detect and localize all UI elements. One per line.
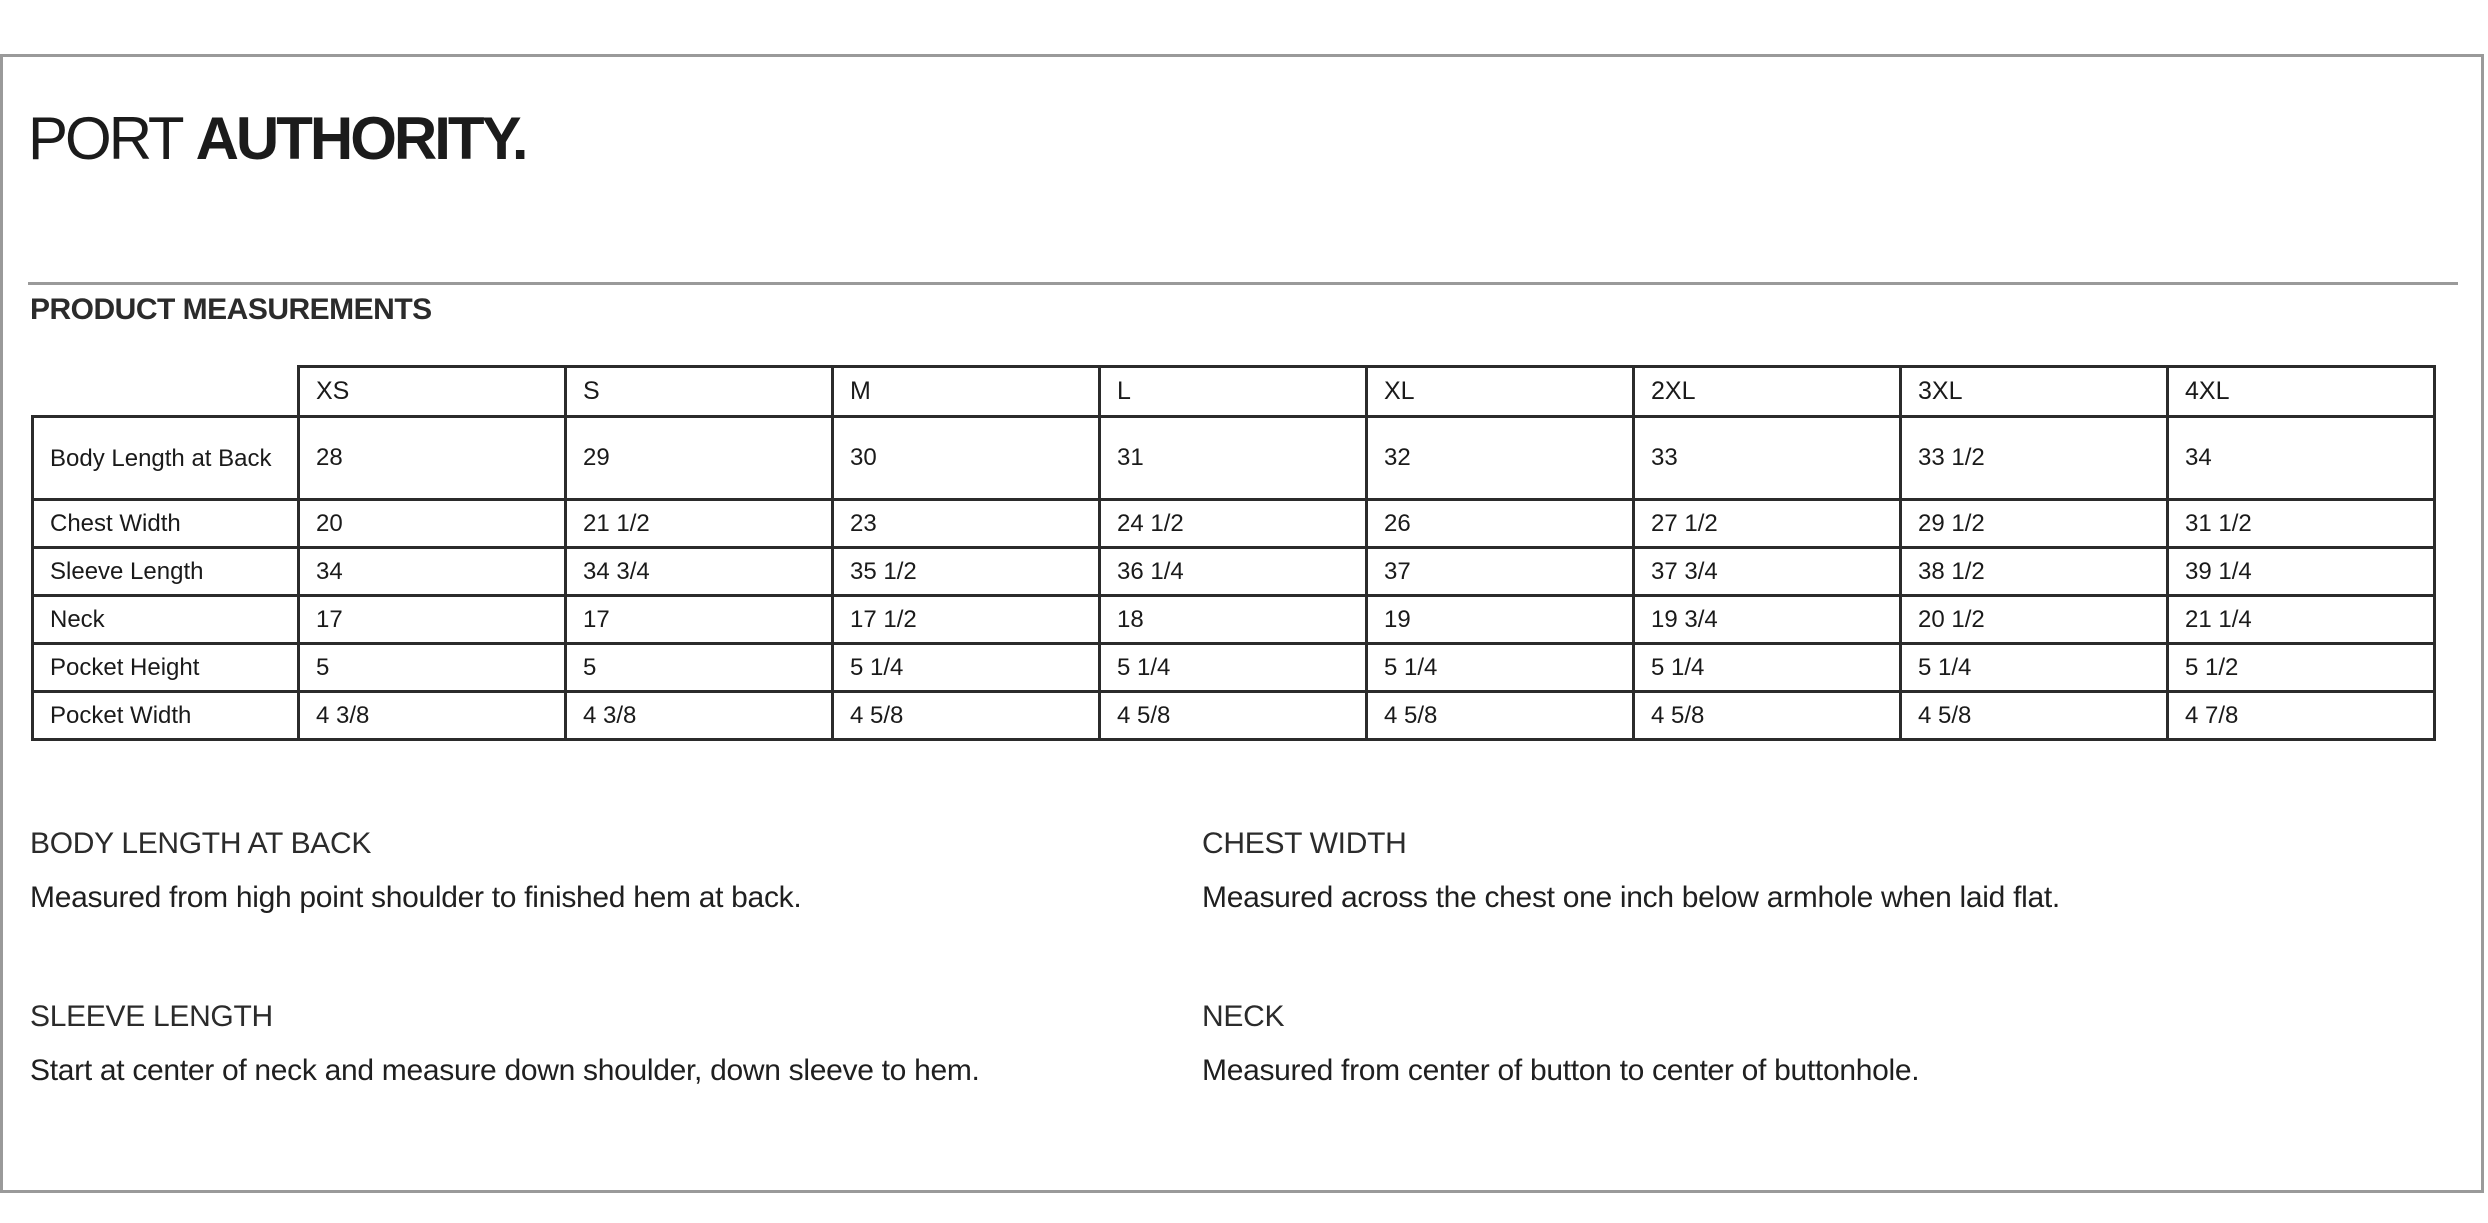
table-cell: 5 1/4 bbox=[833, 644, 1100, 692]
row-label-pocket-width: Pocket Width bbox=[33, 692, 299, 740]
table-cell: 34 bbox=[2168, 417, 2435, 500]
table-cell: 4 5/8 bbox=[1100, 692, 1367, 740]
size-header: L bbox=[1100, 367, 1367, 417]
table-cell: 35 1/2 bbox=[833, 548, 1100, 596]
definition-neck bbox=[1202, 997, 2302, 1091]
table-cell: 19 bbox=[1367, 596, 1634, 644]
table-cell: 19 3/4 bbox=[1634, 596, 1901, 644]
table-cell: 4 5/8 bbox=[1901, 692, 2168, 740]
table-cell: 38 1/2 bbox=[1901, 548, 2168, 596]
table-cell: 4 5/8 bbox=[833, 692, 1100, 740]
table-cell: 18 bbox=[1100, 596, 1367, 644]
definition-chest-width bbox=[1202, 824, 2302, 918]
size-header: 2XL bbox=[1634, 367, 1901, 417]
size-header-row bbox=[33, 367, 2435, 417]
brand-logo bbox=[28, 104, 526, 174]
definition-text: Measured from center of button to center of buttonhole. bbox=[1202, 1054, 1920, 1087]
table-cell: 39 1/4 bbox=[2168, 548, 2435, 596]
table-cell: 30 bbox=[833, 417, 1100, 500]
table-cell: 28 bbox=[299, 417, 566, 500]
table-cell: 37 bbox=[1367, 548, 1634, 596]
table-cell: 4 5/8 bbox=[1367, 692, 1634, 740]
size-header: XS bbox=[299, 367, 566, 417]
table-row bbox=[33, 500, 2435, 548]
table-cell: 4 3/8 bbox=[566, 692, 833, 740]
row-label-body-length: Body Length at Back bbox=[33, 417, 299, 500]
table-cell: 17 1/2 bbox=[833, 596, 1100, 644]
table-cell: 31 1/2 bbox=[2168, 500, 2435, 548]
table-cell: 5 1/4 bbox=[1367, 644, 1634, 692]
table-cell: 5 bbox=[299, 644, 566, 692]
definition-title: BODY LENGTH AT BACK bbox=[30, 827, 372, 860]
row-label-chest-width: Chest Width bbox=[33, 500, 299, 548]
size-header: 4XL bbox=[2168, 367, 2435, 417]
table-cell: 29 bbox=[566, 417, 833, 500]
definition-text: Start at center of neck and measure down shoulder, down sleeve to hem. bbox=[30, 1054, 980, 1087]
row-label-neck: Neck bbox=[33, 596, 299, 644]
section-title: PRODUCT MEASUREMENTS bbox=[30, 293, 432, 326]
table-row bbox=[33, 548, 2435, 596]
size-header: 3XL bbox=[1901, 367, 2168, 417]
header-corner bbox=[33, 367, 299, 417]
table-row bbox=[33, 692, 2435, 740]
table-cell: 17 bbox=[566, 596, 833, 644]
definition-sleeve-length bbox=[30, 997, 1130, 1091]
table-cell: 37 3/4 bbox=[1634, 548, 1901, 596]
table-cell: 23 bbox=[833, 500, 1100, 548]
table-cell: 4 7/8 bbox=[2168, 692, 2435, 740]
table-cell: 5 1/4 bbox=[1634, 644, 1901, 692]
row-label-sleeve-length: Sleeve Length bbox=[33, 548, 299, 596]
table-cell: 33 bbox=[1634, 417, 1901, 500]
table-cell: 17 bbox=[299, 596, 566, 644]
definition-title: NECK bbox=[1202, 1000, 1285, 1033]
table-cell: 4 5/8 bbox=[1634, 692, 1901, 740]
table-cell: 26 bbox=[1367, 500, 1634, 548]
brand-logo-part2: AUTHORITY. bbox=[195, 105, 526, 172]
header-divider bbox=[28, 282, 2458, 285]
table-cell: 5 1/4 bbox=[1100, 644, 1367, 692]
table-cell: 27 1/2 bbox=[1634, 500, 1901, 548]
brand-logo-part1: PORT bbox=[28, 105, 182, 172]
definition-title: CHEST WIDTH bbox=[1202, 827, 1407, 860]
definition-title: SLEEVE LENGTH bbox=[30, 1000, 273, 1033]
table-cell: 29 1/2 bbox=[1901, 500, 2168, 548]
table-row bbox=[33, 596, 2435, 644]
size-header: XL bbox=[1367, 367, 1634, 417]
table-row bbox=[33, 644, 2435, 692]
table-row bbox=[33, 417, 2435, 500]
table-cell: 36 1/4 bbox=[1100, 548, 1367, 596]
definition-text: Measured across the chest one inch below armhole when laid flat. bbox=[1202, 881, 2060, 914]
measurements-table bbox=[31, 365, 2436, 741]
table-cell: 5 1/2 bbox=[2168, 644, 2435, 692]
table-cell: 31 bbox=[1100, 417, 1367, 500]
table-cell: 20 1/2 bbox=[1901, 596, 2168, 644]
table-cell: 21 1/2 bbox=[566, 500, 833, 548]
definition-text: Measured from high point shoulder to finished hem at back. bbox=[30, 881, 802, 914]
table-cell: 34 3/4 bbox=[566, 548, 833, 596]
table-cell: 34 bbox=[299, 548, 566, 596]
table-cell: 20 bbox=[299, 500, 566, 548]
table-cell: 32 bbox=[1367, 417, 1634, 500]
table-cell: 21 1/4 bbox=[2168, 596, 2435, 644]
definition-body-length bbox=[30, 824, 1130, 918]
size-header: M bbox=[833, 367, 1100, 417]
row-label-pocket-height: Pocket Height bbox=[33, 644, 299, 692]
table-cell: 33 1/2 bbox=[1901, 417, 2168, 500]
table-cell: 24 1/2 bbox=[1100, 500, 1367, 548]
table-cell: 5 1/4 bbox=[1901, 644, 2168, 692]
size-header: S bbox=[566, 367, 833, 417]
table-cell: 4 3/8 bbox=[299, 692, 566, 740]
table-cell: 5 bbox=[566, 644, 833, 692]
